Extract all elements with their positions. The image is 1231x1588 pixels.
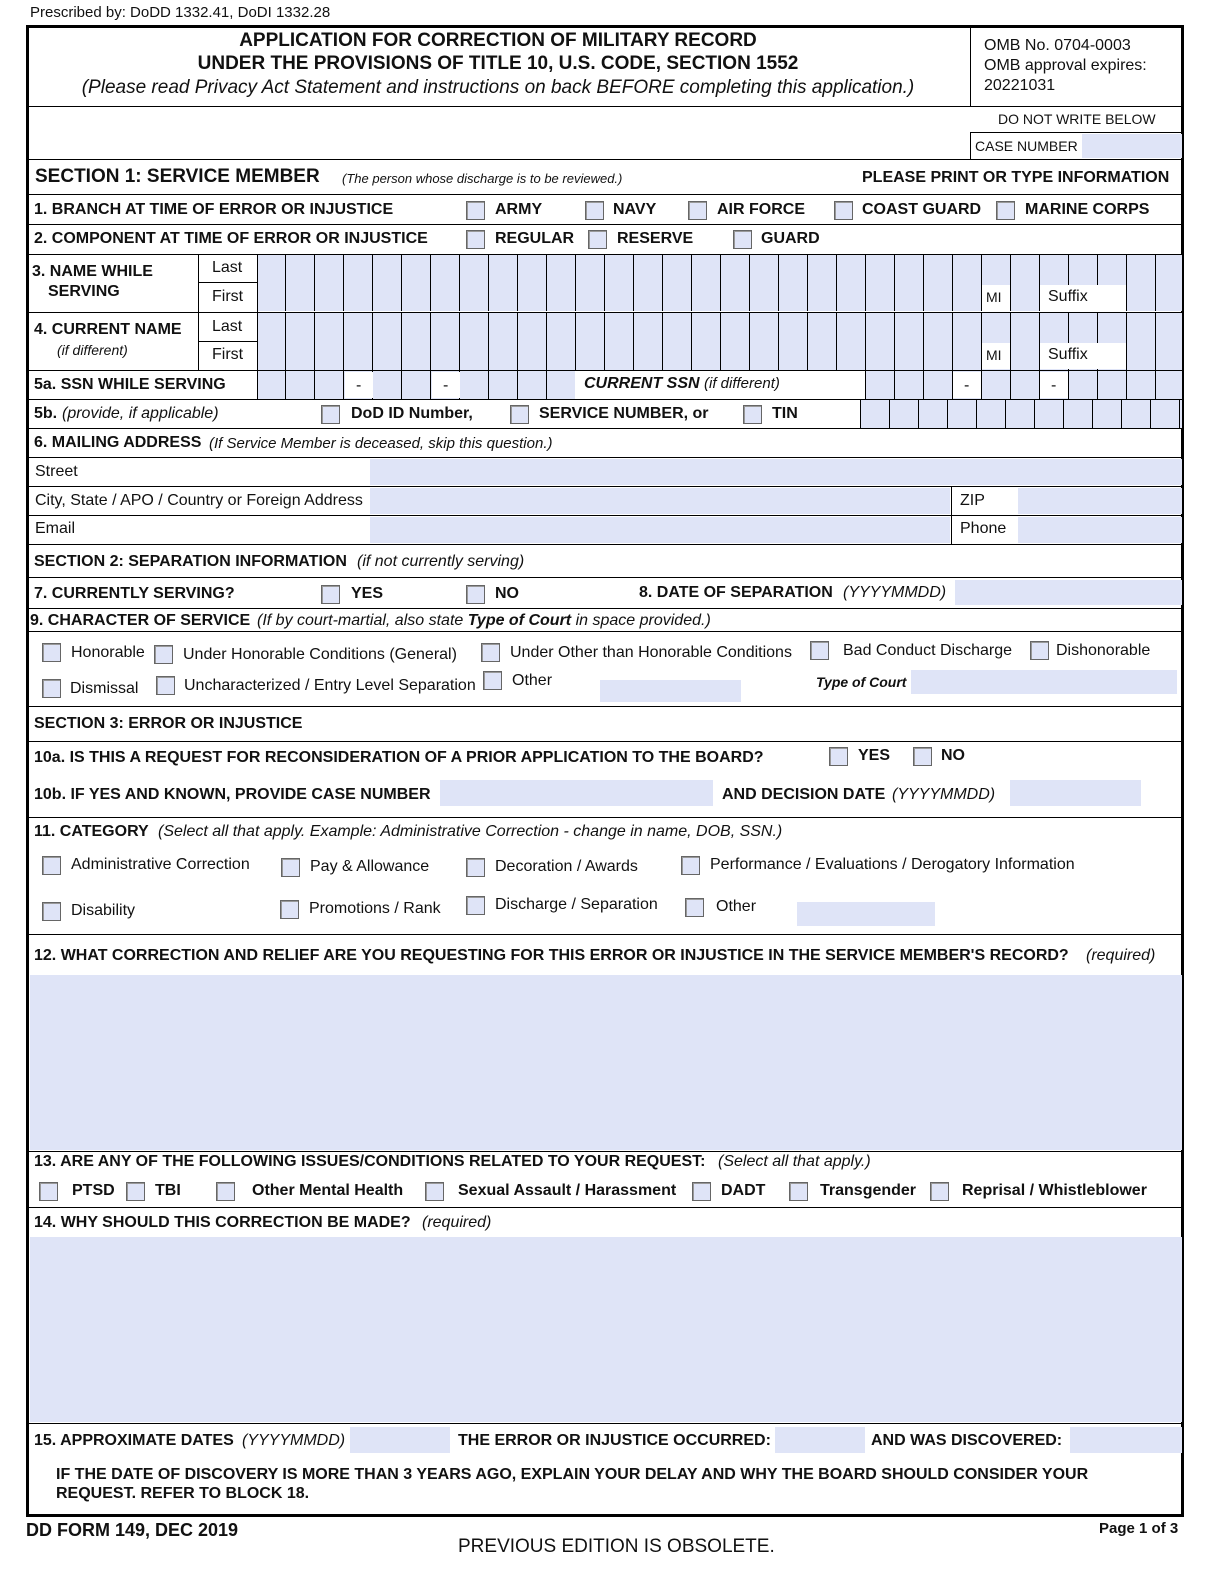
q4-if-different: (if different)	[57, 342, 128, 358]
q12-relief-textarea[interactable]	[30, 975, 1182, 1150]
dismissal-checkbox[interactable]	[42, 679, 61, 698]
mental-health-label: Other Mental Health	[252, 1182, 404, 1199]
marine-corps-checkbox[interactable]	[996, 201, 1015, 220]
dod-id-checkbox[interactable]	[321, 405, 340, 424]
q2-component-label: 2. COMPONENT AT TIME OF ERROR OR INJUSTICE	[34, 230, 428, 247]
regular-checkbox[interactable]	[466, 230, 485, 249]
q4-mi-label: MI	[986, 347, 1002, 363]
current-ssn-grid[interactable]	[866, 371, 1182, 399]
section2-note: (if not currently serving)	[357, 553, 525, 570]
q3-name-label-1: 3. NAME WHILE	[32, 263, 153, 280]
q13-label: 13. ARE ANY OF THE FOLLOWING ISSUES/CONDITIONS RELATED TO YOUR REQUEST:	[34, 1153, 706, 1170]
q11-note: (Select all that apply. Example: Administrative Correction - change in name, DOB, SSN.)	[158, 823, 783, 840]
promotions-checkbox[interactable]	[280, 900, 299, 919]
q5a-ssn-label: 5a. SSN WHILE SERVING	[34, 376, 226, 393]
uncharacterized-checkbox[interactable]	[156, 676, 175, 695]
section2-title: SECTION 2: SEPARATION INFORMATION	[34, 553, 347, 570]
air-force-checkbox[interactable]	[688, 201, 707, 220]
form-number: DD FORM 149, DEC 2019	[26, 1520, 239, 1540]
service-other-field[interactable]	[600, 680, 741, 702]
tin-label: TIN	[772, 405, 798, 422]
street-label: Street	[35, 463, 78, 480]
phone-label: Phone	[960, 520, 1007, 537]
reconsideration-no-label: NO	[941, 747, 965, 764]
print-type-note: PLEASE PRINT OR TYPE INFORMATION	[862, 169, 1170, 186]
category-other-checkbox[interactable]	[685, 898, 704, 917]
q3-last-label: Last	[212, 259, 243, 276]
q14-justification-textarea[interactable]	[30, 1237, 1182, 1422]
ssn-dash-1: -	[356, 377, 362, 394]
delay-explanation-line2: REQUEST. REFER TO BLOCK 18.	[56, 1485, 310, 1502]
page-number: Page 1 of 3	[1099, 1520, 1179, 1537]
discharge-separation-checkbox[interactable]	[466, 896, 485, 915]
decoration-awards-label: Decoration / Awards	[495, 858, 638, 875]
admin-correction-label: Administrative Correction	[71, 856, 250, 873]
case-number-label: CASE NUMBER	[975, 138, 1078, 154]
occurred-date-field[interactable]	[775, 1427, 865, 1453]
tin-checkbox[interactable]	[743, 405, 762, 424]
service-number-label: SERVICE NUMBER, or	[539, 405, 709, 422]
discovered-date-field[interactable]	[1070, 1427, 1182, 1453]
marine-corps-label: MARINE CORPS	[1025, 201, 1150, 218]
discovered-label: AND WAS DISCOVERED:	[871, 1432, 1063, 1449]
disability-checkbox[interactable]	[42, 902, 61, 921]
q4-suffix-label: Suffix	[1048, 346, 1088, 363]
serving-no-checkbox[interactable]	[466, 585, 485, 604]
q7-currently-serving-label: 7. CURRENTLY SERVING?	[34, 585, 235, 602]
service-other-label: Other	[512, 672, 553, 689]
transgender-checkbox[interactable]	[789, 1182, 808, 1201]
q5b-note: (provide, if applicable)	[62, 405, 219, 422]
case-number-field[interactable]	[1082, 134, 1182, 158]
city-label: City, State / APO / Country or Foreign Address	[35, 492, 363, 509]
q4-first-label: First	[212, 346, 244, 363]
q6-mailing-address-label: 6. MAILING ADDRESS	[34, 434, 202, 451]
id-number-grid[interactable]	[861, 400, 1182, 428]
q4-current-name-label: 4. CURRENT NAME	[34, 321, 182, 338]
omb-expires-label: OMB approval expires:	[984, 57, 1147, 74]
bcd-label: Bad Conduct Discharge	[843, 642, 1012, 659]
ssn-dash-2: -	[443, 377, 449, 394]
zip-label: ZIP	[960, 492, 985, 509]
tbi-checkbox[interactable]	[126, 1182, 145, 1201]
do-not-write-label: DO NOT WRITE BELOW	[998, 111, 1156, 127]
pay-allowance-label: Pay & Allowance	[310, 858, 430, 875]
section1-title: SECTION 1: SERVICE MEMBER	[35, 166, 320, 187]
prescribed-by: Prescribed by: DoDD 1332.41, DoDI 1332.28	[30, 4, 331, 21]
current-ssn-dash-1: -	[964, 377, 970, 394]
serving-yes-checkbox[interactable]	[321, 585, 340, 604]
q8-date-format: (YYYYMMDD)	[843, 584, 947, 601]
street-field[interactable]	[370, 459, 1182, 485]
dishonorable-checkbox[interactable]	[1030, 641, 1049, 660]
dod-id-label: DoD ID Number,	[351, 405, 473, 422]
guard-checkbox[interactable]	[733, 230, 752, 249]
ssn-while-serving-grid[interactable]	[257, 371, 575, 399]
form-title-line2: UNDER THE PROVISIONS OF TITLE 10, U.S. CODE, SECTION 1552	[197, 53, 799, 74]
q9-character-of-service-label: 9. CHARACTER OF SERVICE	[30, 612, 251, 629]
decision-date-field[interactable]	[1010, 780, 1141, 806]
omb-expires-date: 20221031	[984, 77, 1056, 94]
q3-mi-label: MI	[986, 289, 1002, 305]
reprisal-label: Reprisal / Whistleblower	[962, 1182, 1147, 1199]
delay-explanation-line1: IF THE DATE OF DISCOVERY IS MORE THAN 3 YEARS AGO, EXPLAIN YOUR DELAY AND WHY THE BOARD SHOULD CONSIDER YOUR	[56, 1466, 1089, 1483]
oth-label: Under Other than Honorable Conditions	[510, 644, 792, 661]
city-field[interactable]	[370, 488, 950, 514]
q15-dates-label: 15. APPROXIMATE DATES	[34, 1432, 234, 1449]
type-of-court-label: Type of Court	[816, 674, 907, 690]
q10b-label: 10b. IF YES AND KNOWN, PROVIDE CASE NUMBER	[34, 786, 431, 803]
separation-date-field[interactable]	[955, 580, 1182, 605]
dismissal-label: Dismissal	[70, 680, 139, 697]
category-other-field[interactable]	[797, 902, 935, 926]
q12-required: (required)	[1086, 947, 1156, 964]
honorable-label: Honorable	[71, 644, 145, 661]
form-title-line1: APPLICATION FOR CORRECTION OF MILITARY RECORD	[239, 30, 757, 51]
ptsd-label: PTSD	[72, 1182, 115, 1199]
ptsd-checkbox[interactable]	[39, 1182, 58, 1201]
sexual-assault-label: Sexual Assault / Harassment	[458, 1182, 677, 1199]
q3-suffix-label: Suffix	[1048, 288, 1088, 305]
air-force-label: AIR FORCE	[717, 201, 805, 218]
q15-date-format: (YYYYMMDD)	[242, 1432, 346, 1449]
reconsideration-yes-checkbox[interactable]	[829, 747, 848, 766]
zip-field[interactable]	[1018, 488, 1182, 514]
q1-branch-label: 1. BRANCH AT TIME OF ERROR OR INJUSTICE	[34, 201, 394, 218]
reprisal-checkbox[interactable]	[930, 1182, 949, 1201]
serving-yes-label: YES	[351, 585, 384, 602]
general-checkbox[interactable]	[154, 645, 173, 664]
q13-note: (Select all that apply.)	[718, 1153, 871, 1170]
q14-required: (required)	[422, 1214, 492, 1231]
coast-guard-checkbox[interactable]	[834, 201, 853, 220]
q4-last-label: Last	[212, 318, 243, 335]
reserve-checkbox[interactable]	[588, 230, 607, 249]
transgender-label: Transgender	[820, 1182, 917, 1199]
prior-case-number-field[interactable]	[440, 780, 713, 806]
tbi-label: TBI	[155, 1182, 181, 1199]
service-other-checkbox[interactable]	[483, 671, 502, 690]
army-label: ARMY	[495, 201, 543, 218]
reconsideration-no-checkbox[interactable]	[913, 747, 932, 766]
discharge-separation-label: Discharge / Separation	[495, 896, 658, 913]
occurred-label: THE ERROR OR INJUSTICE OCCURRED:	[458, 1432, 771, 1449]
q3-first-label: First	[212, 288, 244, 305]
mental-health-checkbox[interactable]	[216, 1182, 235, 1201]
current-ssn-dash-2: -	[1051, 377, 1057, 394]
email-label: Email	[35, 520, 76, 537]
q10a-label: 10a. IS THIS A REQUEST FOR RECONSIDERATION OF A PRIOR APPLICATION TO THE BOARD?	[34, 749, 764, 766]
uncharacterized-label: Uncharacterized / Entry Level Separation	[184, 677, 476, 694]
phone-field[interactable]	[1018, 517, 1182, 543]
bcd-checkbox[interactable]	[810, 641, 829, 660]
email-field[interactable]	[370, 517, 950, 543]
sexual-assault-checkbox[interactable]	[425, 1182, 444, 1201]
q6-note: (If Service Member is deceased, skip this question.)	[209, 435, 553, 452]
q11-category-label: 11. CATEGORY	[34, 823, 149, 840]
q3-name-label-2: SERVING	[48, 283, 120, 300]
decision-date-format: (YYYYMMDD)	[892, 786, 996, 803]
decision-date-label: AND DECISION DATE	[722, 786, 886, 803]
guard-label: GUARD	[761, 230, 820, 247]
q15-date-field[interactable]	[350, 1427, 450, 1453]
performance-checkbox[interactable]	[681, 856, 700, 875]
type-of-court-field[interactable]	[911, 670, 1177, 694]
omb-number: OMB No. 0704-0003	[984, 37, 1131, 54]
category-other-label: Other	[716, 898, 757, 915]
q5b-label: 5b.	[34, 405, 58, 422]
reconsideration-yes-label: YES	[858, 747, 891, 764]
army-checkbox[interactable]	[466, 201, 485, 220]
q8-separation-date-label: 8. DATE OF SEPARATION	[639, 584, 833, 601]
oth-checkbox[interactable]	[481, 643, 500, 662]
dadt-checkbox[interactable]	[692, 1182, 711, 1201]
disability-label: Disability	[71, 902, 136, 919]
navy-checkbox[interactable]	[585, 201, 604, 220]
current-ssn-if-different: (if different)	[704, 375, 780, 392]
section3-title: SECTION 3: ERROR OR INJUSTICE	[34, 715, 303, 732]
admin-correction-checkbox[interactable]	[42, 856, 61, 875]
pay-allowance-checkbox[interactable]	[281, 858, 300, 877]
promotions-label: Promotions / Rank	[309, 900, 441, 917]
q14-label: 14. WHY SHOULD THIS CORRECTION BE MADE?	[34, 1214, 411, 1231]
dadt-label: DADT	[721, 1182, 766, 1199]
general-label: Under Honorable Conditions (General)	[183, 646, 457, 663]
service-number-checkbox[interactable]	[510, 405, 529, 424]
coast-guard-label: COAST GUARD	[862, 201, 982, 218]
honorable-checkbox[interactable]	[42, 643, 61, 662]
reserve-label: RESERVE	[617, 230, 694, 247]
q12-label: 12. WHAT CORRECTION AND RELIEF ARE YOU REQUESTING FOR THIS ERROR OR INJUSTICE IN THE SERVICE MEMBER'S RECORD?	[34, 947, 1069, 964]
serving-no-label: NO	[495, 585, 519, 602]
form-instructions-note: (Please read Privacy Act Statement and instructions on back BEFORE completing this application.)	[81, 77, 915, 98]
q9-note: (If by court-martial, also state Type of Court in space provided.)	[257, 612, 711, 629]
current-ssn-label: CURRENT SSN	[584, 375, 700, 392]
dishonorable-label: Dishonorable	[1056, 642, 1151, 659]
regular-label: REGULAR	[495, 230, 575, 247]
decoration-awards-checkbox[interactable]	[466, 858, 485, 877]
performance-label: Performance / Evaluations / Derogatory Information	[710, 856, 1075, 873]
navy-label: NAVY	[613, 201, 657, 218]
section1-subtitle: (The person whose discharge is to be reviewed.)	[342, 171, 623, 186]
obsolete-note: PREVIOUS EDITION IS OBSOLETE.	[458, 1536, 775, 1557]
